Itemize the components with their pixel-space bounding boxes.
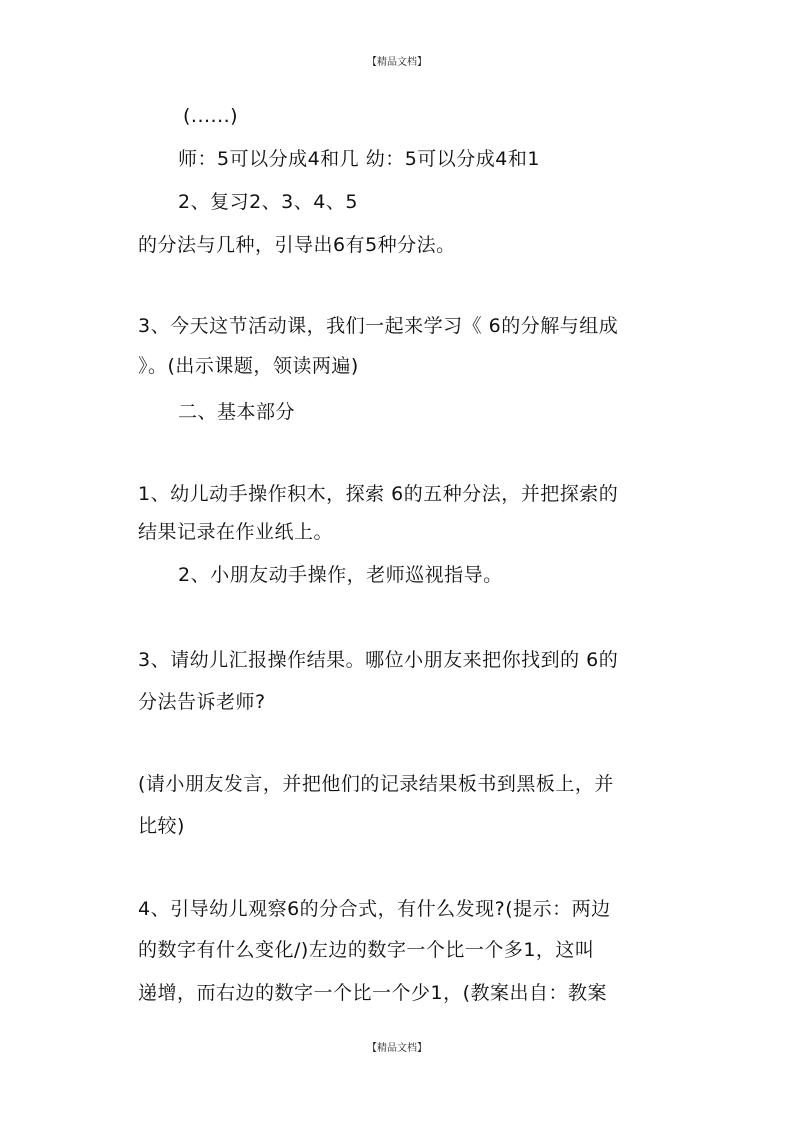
page-header: 【精品文档】 [367, 57, 427, 68]
text-line: 》。(出示课题，领读两遍) [138, 355, 359, 377]
text-line: (......) [183, 105, 239, 127]
text-line: 比较) [138, 815, 185, 837]
section-heading: 二、基本部分 [178, 401, 296, 423]
text-line: 4、引导幼儿观察6的分合式，有什么发现?(提示：两边 [138, 898, 611, 920]
text-line: 递增，而右边的数字一个比一个少1，(教案出自：教案 [138, 982, 608, 1004]
text-line: 分法告诉老师? [138, 691, 266, 713]
text-line: 1、幼儿动手操作积木，探索 6的五种分法，并把探索的 [138, 483, 619, 505]
text-line: 结果记录在作业纸上。 [138, 521, 334, 543]
text-line: 3、今天这节活动课，我们一起来学习《 6的分解与组成 [138, 315, 619, 337]
text-line: 2、复习2、3、4、5 [178, 191, 358, 213]
text-line: 2、小朋友动手操作，老师巡视指导。 [178, 564, 503, 586]
text-line: 的数字有什么变化/)左边的数字一个比一个多1，这叫 [138, 939, 595, 961]
text-line: 3、请幼儿汇报操作结果。哪位小朋友来把你找到的 6的 [138, 649, 619, 671]
page-footer: 【精品文档】 [367, 1043, 427, 1054]
text-line: 师：5可以分成4和几 幼：5可以分成4和1 [178, 148, 540, 170]
text-line: 的分法与几种，引导出6有5种分法。 [138, 234, 456, 256]
text-line: (请小朋友发言，并把他们的记录结果板书到黑板上，并 [138, 773, 614, 795]
